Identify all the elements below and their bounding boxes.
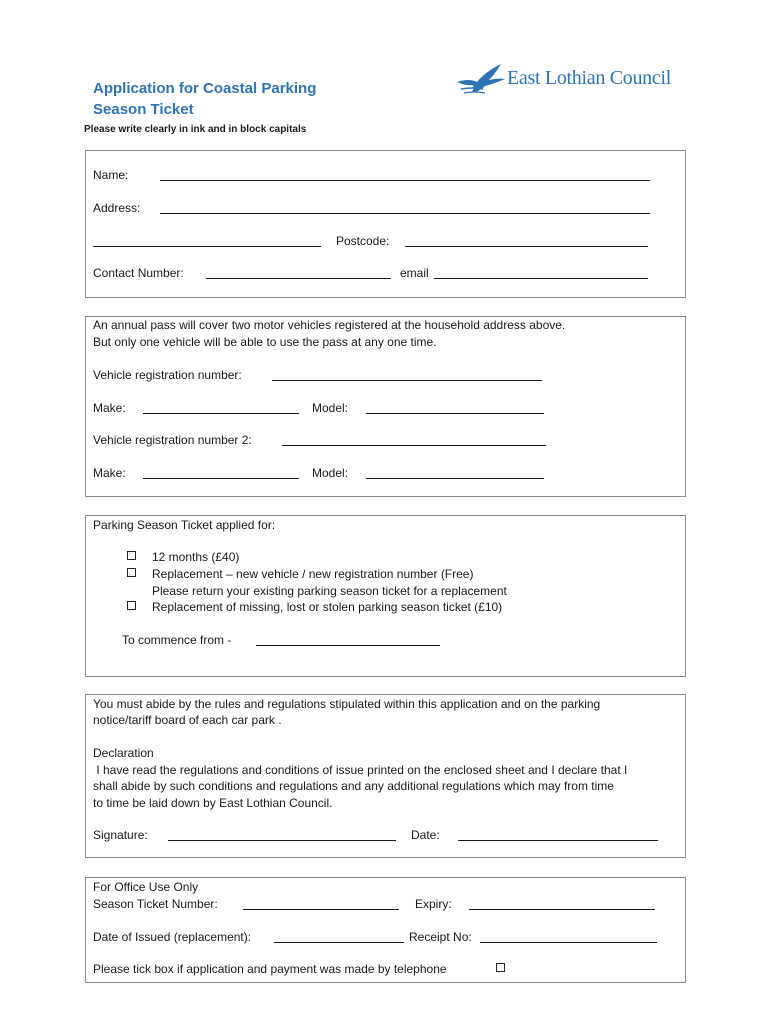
ticket-heading: Parking Season Ticket applied for: <box>93 518 276 532</box>
logo-text: East Lothian Council <box>507 67 671 89</box>
vehicle-reg-2-field[interactable] <box>282 433 546 446</box>
vehicle-intro-line-1: An annual pass will cover two motor vehicles registered at the household address above. <box>93 318 566 332</box>
declaration-date-label: Date: <box>411 828 440 842</box>
form-title-line-1: Application for Coastal Parking <box>93 80 317 97</box>
declaration-text-line-2: shall abide by such conditions and regulations and any additional regulations which may from time <box>93 779 614 793</box>
instructions: Please write clearly in ink and in block capitals <box>84 124 307 135</box>
receipt-number-label: Receipt No: <box>409 930 472 944</box>
make-2-field[interactable] <box>143 466 299 479</box>
email-field[interactable] <box>434 266 648 279</box>
vehicle-reg-1-field[interactable] <box>272 368 542 381</box>
option-replacement-new-vehicle-checkbox[interactable] <box>127 568 136 577</box>
contact-number-label: Contact Number: <box>93 266 184 280</box>
commence-label: To commence from - <box>122 633 232 647</box>
vehicle-reg-1-label: Vehicle registration number: <box>93 368 242 382</box>
season-ticket-number-field[interactable] <box>243 897 399 910</box>
postcode-label: Postcode: <box>336 234 390 248</box>
make-1-field[interactable] <box>143 401 299 414</box>
telephone-checkbox[interactable] <box>496 963 505 972</box>
expiry-label: Expiry: <box>415 897 452 911</box>
vehicle-reg-2-label: Vehicle registration number 2: <box>93 433 252 447</box>
address-field-line-2[interactable] <box>93 234 321 247</box>
council-logo <box>455 62 685 96</box>
telephone-label: Please tick box if application and payment was made by telephone <box>93 962 447 976</box>
option-12-months-label: 12 months (£40) <box>152 550 240 564</box>
model-1-field[interactable] <box>366 401 544 414</box>
name-label: Name: <box>93 168 129 182</box>
model-1-label: Model: <box>312 401 349 415</box>
contact-number-field[interactable] <box>206 266 391 279</box>
date-issued-label: Date of Issued (replacement): <box>93 930 252 944</box>
option-replacement-new-vehicle-label: Replacement – new vehicle / new registration number (Free) <box>152 567 474 581</box>
date-issued-field[interactable] <box>274 930 404 943</box>
form-title <box>93 78 373 120</box>
name-field[interactable] <box>160 168 650 181</box>
option-12-months-checkbox[interactable] <box>127 551 136 560</box>
season-ticket-number-label: Season Ticket Number: <box>93 897 218 911</box>
make-2-label: Make: <box>93 466 126 480</box>
office-use-heading: For Office Use Only <box>93 880 199 894</box>
expiry-field[interactable] <box>469 897 655 910</box>
declaration-date-field[interactable] <box>458 828 658 841</box>
option-replacement-lost-checkbox[interactable] <box>127 601 136 610</box>
option-replacement-lost-label: Replacement of missing, lost or stolen parking season ticket (£10) <box>152 600 503 614</box>
model-2-label: Model: <box>312 466 349 480</box>
rules-line-1: You must abide by the rules and regulations stipulated within this application and on the parking <box>93 697 601 711</box>
eagle-icon <box>455 62 507 96</box>
email-label: email <box>400 266 429 280</box>
form-title-line-2: Season Ticket <box>93 101 194 118</box>
make-1-label: Make: <box>93 401 126 415</box>
option-replacement-note: Please return your existing parking season ticket for a replacement <box>152 584 507 598</box>
declaration-heading: Declaration <box>93 746 154 760</box>
rules-line-2: notice/tariff board of each car park . <box>93 713 282 727</box>
model-2-field[interactable] <box>366 466 544 479</box>
address-field-line-1[interactable] <box>160 201 650 214</box>
commence-date-field[interactable] <box>256 633 440 646</box>
signature-field[interactable] <box>168 828 396 841</box>
signature-label: Signature: <box>93 828 148 842</box>
declaration-text-line-1: I have read the regulations and conditions of issue printed on the enclosed sheet and I declare that I <box>93 763 628 777</box>
receipt-number-field[interactable] <box>480 930 657 943</box>
vehicle-intro-line-2: But only one vehicle will be able to use the pass at any one time. <box>93 335 437 349</box>
address-label: Address: <box>93 201 141 215</box>
postcode-field[interactable] <box>405 234 648 247</box>
declaration-text-line-3: to time be laid down by East Lothian Council. <box>93 796 333 810</box>
